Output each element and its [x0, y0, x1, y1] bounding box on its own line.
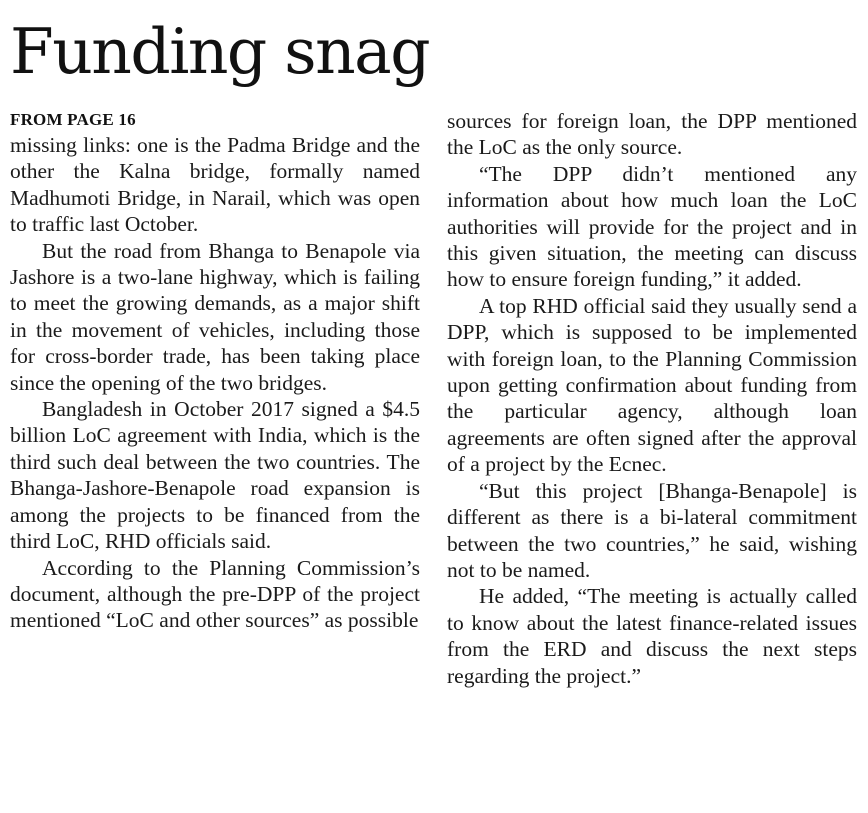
right-column: [447, 108, 857, 689]
paragraph: “The DPP didn’t mentioned any information about how much loan the LoC authorities will provide for the project and in this given situation, the meeting can discuss how to ensure foreign funding,” it added.: [447, 161, 857, 292]
jump-label: FROM PAGE 16: [10, 110, 136, 129]
headline: Funding snag: [10, 15, 430, 88]
paragraph: He added, “The meeting is actually called to know about the latest finance-related issues from the ERD and discuss the next steps regarding the project.”: [447, 584, 857, 688]
paragraph: sources for foreign loan, the DPP mentioned the LoC as the only source.: [447, 109, 857, 160]
paragraph: missing links: one is the Padma Bridge and the other the Kalna bridge, formally named Madhumoti Bridge, in Narail, which was open to traffic last October.: [10, 133, 420, 237]
paragraph: A top RHD official said they usually send a DPP, which is supposed to be implemented with foreign loan, to the Planning Commission upon getting confirmation about funding from the particular agency, although loan agreements are often signed after the approval of a project by the Ecnec.: [447, 293, 857, 477]
paragraph: According to the Planning Commission’s document, although the pre-DPP of the project mentioned “LoC and other sources” as possible: [10, 555, 420, 633]
paragraph: Bangladesh in October 2017 signed a $4.5 billion LoC agreement with India, which is the third such deal between the two countries. The Bhanga-Jashore-Benapole road expansion is among the projects to be financed from the third LoC, RHD officials said.: [10, 397, 420, 554]
left-column: [10, 132, 420, 634]
paragraph: “But this project [Bhanga-Benapole] is different as there is a bi-lateral commitment between the two countries,” he said, wishing not to be named.: [447, 478, 857, 582]
paragraph: But the road from Bhanga to Benapole via Jashore is a two-lane highway, which is failing to meet the growing demands, as a major shift in the movement of vehicles, including those for cross-border trade, has been taking place since the opening of the two bridges.: [10, 238, 420, 395]
